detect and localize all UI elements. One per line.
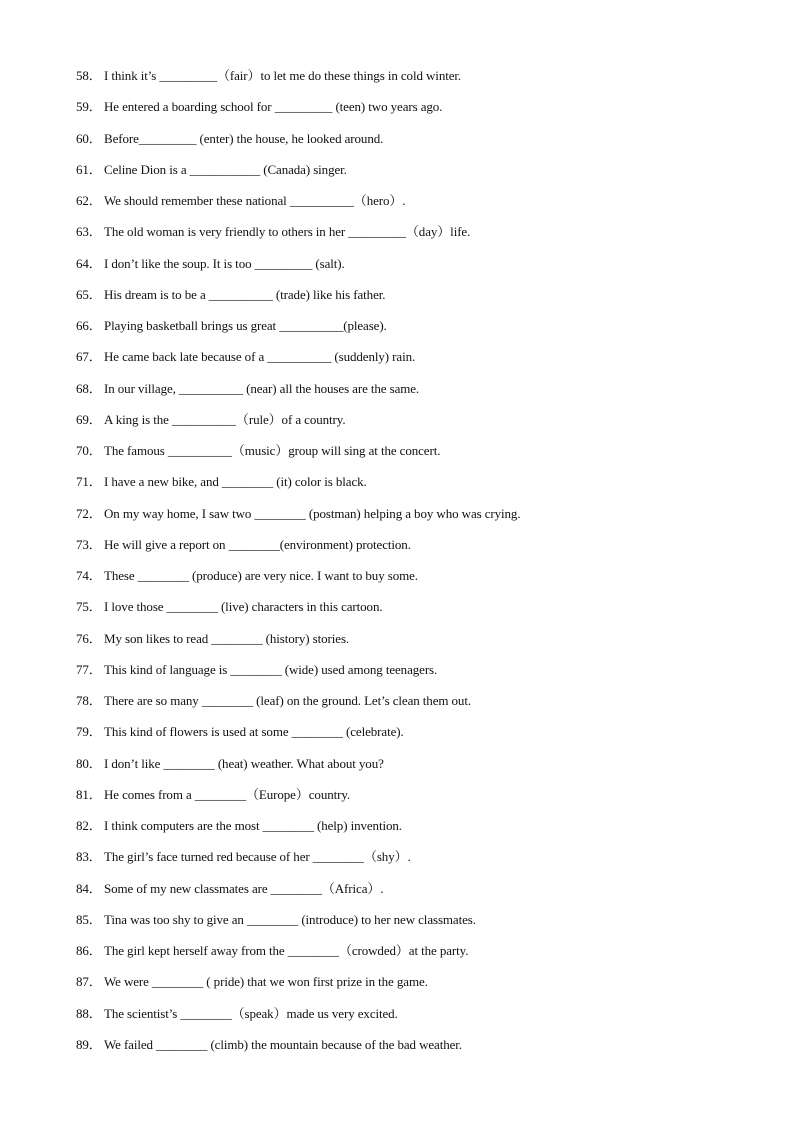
question-number: 69． bbox=[76, 411, 102, 427]
question-text: I think it’s _________（fair）to let me do these things in cold winter. bbox=[104, 68, 462, 83]
question-item bbox=[76, 314, 766, 345]
question-item bbox=[76, 814, 766, 845]
question-text: A king is the __________（rule）of a country. bbox=[104, 411, 346, 427]
question-number: 60． bbox=[76, 130, 102, 146]
question-text: I don’t like the soup. It is too _________ (salt). bbox=[104, 255, 345, 271]
question-number: 61． bbox=[76, 161, 102, 177]
question-text: Some of my new classmates are ________（Africa）. bbox=[104, 880, 384, 896]
question-item bbox=[76, 658, 766, 689]
question-text: Before_________ (enter) the house, he looked around. bbox=[104, 130, 384, 146]
question-number: 89． bbox=[76, 1036, 102, 1052]
question-text: I love those ________ (live) characters in this cartoon. bbox=[104, 599, 383, 615]
question-number: 58． bbox=[76, 68, 102, 83]
question-item bbox=[76, 127, 766, 158]
question-item bbox=[76, 1033, 766, 1064]
question-text: We should remember these national __________（hero）. bbox=[104, 193, 406, 208]
question-text: We were ________ ( pride) that we won first prize in the game. bbox=[104, 974, 428, 990]
question-item bbox=[76, 283, 766, 314]
question-number: 65． bbox=[76, 286, 102, 302]
question-number: 78． bbox=[76, 693, 102, 708]
question-item bbox=[76, 408, 766, 439]
question-number: 77． bbox=[76, 661, 102, 677]
question-item bbox=[76, 345, 766, 376]
question-number: 80． bbox=[76, 755, 102, 771]
question-text: Playing basketball brings us great __________(please). bbox=[104, 318, 387, 333]
question-item bbox=[76, 970, 766, 1001]
question-number: 66． bbox=[76, 318, 102, 333]
question-item bbox=[76, 470, 766, 501]
question-text: This kind of flowers is used at some ________ (celebrate). bbox=[104, 724, 404, 740]
question-item bbox=[76, 220, 766, 251]
question-item bbox=[76, 689, 766, 720]
question-number: 63． bbox=[76, 224, 102, 240]
question-text: Tina was too shy to give an ________ (introduce) to her new classmates. bbox=[104, 911, 476, 927]
question-number: 81． bbox=[76, 786, 102, 802]
question-text: I have a new bike, and ________ (it) color is black. bbox=[104, 474, 367, 490]
question-number: 62． bbox=[76, 193, 102, 208]
question-text: He will give a report on ________(environment) protection. bbox=[104, 536, 411, 552]
question-number: 79． bbox=[76, 724, 102, 740]
question-number: 68． bbox=[76, 380, 102, 396]
question-item bbox=[76, 939, 766, 970]
question-number: 88． bbox=[76, 1005, 102, 1021]
question-item bbox=[76, 752, 766, 783]
question-text: The scientist’s ________（speak）made us very excited. bbox=[104, 1005, 398, 1021]
question-text: This kind of language is ________ (wide) used among teenagers. bbox=[104, 661, 438, 677]
question-text: In our village, __________ (near) all the houses are the same. bbox=[104, 380, 420, 396]
question-text: He entered a boarding school for _________ (teen) two years ago. bbox=[104, 99, 443, 115]
question-item bbox=[76, 252, 766, 283]
question-number: 72． bbox=[76, 505, 102, 521]
question-text: On my way home, I saw two ________ (postman) helping a boy who was crying. bbox=[104, 505, 521, 521]
question-number: 82． bbox=[76, 818, 102, 833]
question-number: 76． bbox=[76, 630, 102, 646]
question-text: The old woman is very friendly to others in her _________（day）life. bbox=[104, 224, 471, 240]
question-number: 73． bbox=[76, 536, 102, 552]
question-item bbox=[76, 377, 766, 408]
question-item bbox=[76, 908, 766, 939]
question-item bbox=[76, 439, 766, 470]
question-text: There are so many ________ (leaf) on the ground. Let’s clean them out. bbox=[104, 693, 471, 708]
question-list bbox=[76, 64, 766, 1064]
question-text: The girl kept herself away from the ________（crowded）at the party. bbox=[104, 943, 469, 958]
question-number: 85． bbox=[76, 911, 102, 927]
question-item bbox=[76, 627, 766, 658]
question-number: 83． bbox=[76, 849, 102, 865]
question-number: 87． bbox=[76, 974, 102, 990]
question-text: His dream is to be a __________ (trade) like his father. bbox=[104, 286, 386, 302]
question-item bbox=[76, 783, 766, 814]
question-item bbox=[76, 595, 766, 626]
question-text: The girl’s face turned red because of her ________（shy）. bbox=[104, 849, 411, 865]
question-text: My son likes to read ________ (history) stories. bbox=[104, 630, 350, 646]
question-text: I think computers are the most ________ (help) invention. bbox=[104, 818, 402, 833]
question-number: 84． bbox=[76, 880, 102, 896]
question-number: 59． bbox=[76, 99, 102, 115]
question-number: 86． bbox=[76, 943, 102, 958]
question-number: 70． bbox=[76, 443, 102, 458]
question-item bbox=[76, 533, 766, 564]
question-item bbox=[76, 1002, 766, 1033]
question-number: 75． bbox=[76, 599, 102, 615]
question-number: 67． bbox=[76, 349, 102, 365]
question-item bbox=[76, 564, 766, 595]
question-number: 64． bbox=[76, 255, 102, 271]
question-text: He came back late because of a __________ (suddenly) rain. bbox=[104, 349, 416, 365]
question-item bbox=[76, 64, 766, 95]
question-number: 74． bbox=[76, 568, 102, 583]
question-text: We failed ________ (climb) the mountain because of the bad weather. bbox=[104, 1036, 462, 1052]
question-item bbox=[76, 502, 766, 533]
question-item bbox=[76, 877, 766, 908]
question-text: I don’t like ________ (heat) weather. What about you? bbox=[104, 755, 384, 771]
question-text: The famous __________（music）group will sing at the concert. bbox=[104, 443, 441, 458]
question-text: These ________ (produce) are very nice. I want to buy some. bbox=[104, 568, 418, 583]
question-text: He comes from a ________（Europe）country. bbox=[104, 786, 351, 802]
question-text: Celine Dion is a ___________ (Canada) singer. bbox=[104, 161, 347, 177]
question-number: 71． bbox=[76, 474, 102, 490]
question-item bbox=[76, 95, 766, 126]
question-item bbox=[76, 158, 766, 189]
question-item bbox=[76, 720, 766, 751]
question-item bbox=[76, 189, 766, 220]
question-item bbox=[76, 845, 766, 876]
